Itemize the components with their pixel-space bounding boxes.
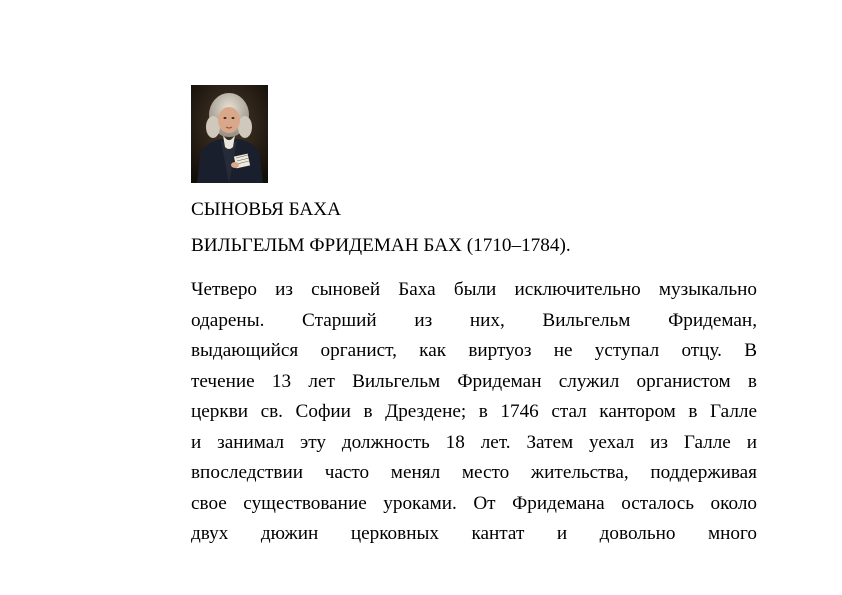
paragraph-line: течение 13 лет Вильгельм Фридеман служил органистом в [191, 370, 757, 392]
bach-portrait-icon [191, 85, 268, 183]
portrait-image [191, 85, 268, 183]
paragraph-line: впоследствии часто менял место жительства, поддерживая [191, 462, 757, 483]
body-paragraph [191, 279, 757, 554]
document-subtitle: ВИЛЬГЕЛЬМ ФРИДЕМАН БАХ (1710–1784). [191, 235, 571, 256]
paragraph-line: и занимал эту должность 18 лет. Затем уехал из Галле и [191, 431, 757, 453]
paragraph-line: церкви св. Софии в Дрездене; в 1746 стал кантором в Галле [191, 401, 757, 422]
paragraph-line: свое существование уроками. От Фридемана осталось около [191, 492, 757, 514]
paragraph-line: выдающийся органист, как виртуоз не уступал отцу. В [191, 340, 757, 361]
paragraph-line: Четверо из сыновей Баха были исключительно музыкально [191, 279, 757, 300]
paragraph-line: одарены. Старший из них, Вильгельм Фридеман, [191, 309, 757, 331]
document-title: СЫНОВЬЯ БАХА [191, 199, 341, 220]
paragraph-line: двух дюжин церковных кантат и довольно много [191, 523, 757, 544]
